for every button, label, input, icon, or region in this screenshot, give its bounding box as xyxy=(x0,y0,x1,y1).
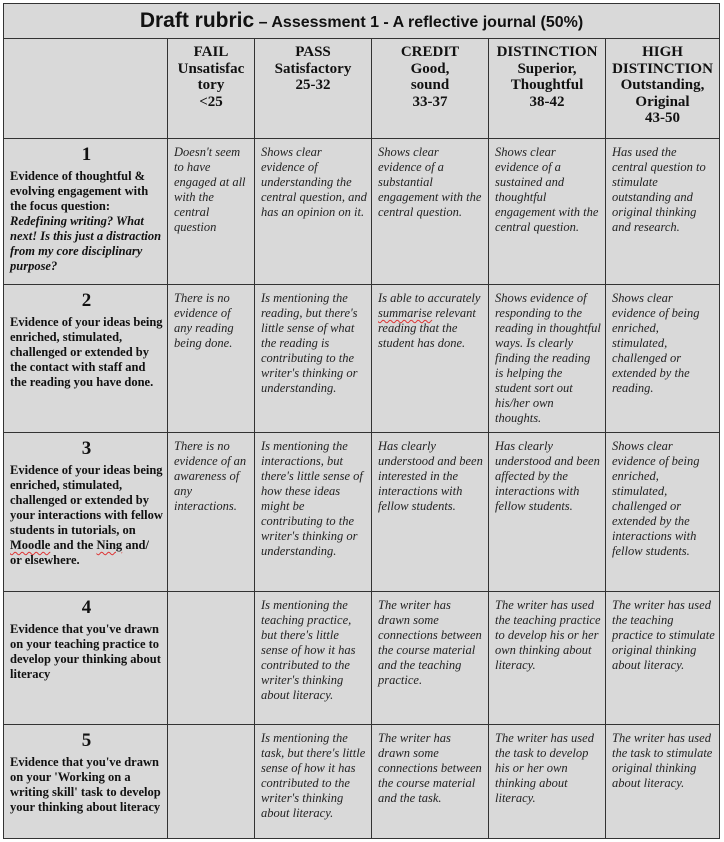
grade-line: 33-37 xyxy=(412,93,448,110)
descriptor-text: Is able to accurately xyxy=(378,291,481,305)
grade-line: sound xyxy=(410,77,450,93)
descriptor-high-distinction: Shows clear evidence of being enriched, stimulated, challenged or extended by the reading. xyxy=(606,285,720,433)
criterion-text: Evidence that you've drawn on your 'Working on a writing skill' task to develop your thinking about literacy xyxy=(10,755,161,814)
criterion-row-2 xyxy=(4,285,720,433)
grade-line: 38-42 xyxy=(529,93,565,110)
grade-header-distinction xyxy=(489,39,606,139)
descriptor-pass: Is mentioning the reading, but there's little sense of what the reading is contributing to the writer's thinking or understanding. xyxy=(255,285,372,433)
grade-line: Unsatisfac xyxy=(177,60,245,77)
grade-header-row xyxy=(4,39,720,139)
rubric-title xyxy=(4,4,720,39)
descriptor-credit: The writer has drawn some connections between the course material and the teaching practice. xyxy=(372,592,489,725)
grade-line: Thoughtful xyxy=(510,77,584,93)
grade-header-high-distinction xyxy=(606,39,720,139)
criterion-cell xyxy=(4,433,168,592)
descriptor-distinction: Has clearly understood and been affected by the interactions with fellow students. xyxy=(489,433,606,592)
descriptor-distinction: The writer has used the task to develop his or her own thinking about literacy. xyxy=(489,725,606,839)
criterion-text: Evidence of your ideas being enriched, stimulated, challenged or extended by the contact with staff and the reading you have done. xyxy=(10,315,163,389)
title-main: Draft rubric xyxy=(139,9,255,32)
grade-line: <25 xyxy=(199,93,223,110)
criterion-number: 2 xyxy=(81,290,92,311)
grade-line: DISTINCTION xyxy=(496,44,598,60)
criterion-text: Evidence of thoughtful & evolving engagement with the focus question: xyxy=(10,169,149,213)
grade-line: PASS xyxy=(295,44,331,60)
descriptor-fail: Doesn't seem to have engaged at all with the central question xyxy=(168,139,255,285)
spellcheck-flagged-word: Moodle xyxy=(10,538,51,552)
criterion-number: 4 xyxy=(81,597,92,618)
rubric-table xyxy=(3,3,720,839)
descriptor-pass: Shows clear evidence of understanding the central question, and has an opinion on it. xyxy=(255,139,372,285)
descriptor-distinction: Shows clear evidence of a sustained and thoughtful engagement with the central question. xyxy=(489,139,606,285)
grade-line: 25-32 xyxy=(295,77,331,93)
corner-cell xyxy=(4,39,168,139)
descriptor-credit: Has clearly understood and been interested in the interactions with fellow students. xyxy=(372,433,489,592)
descriptor-pass: Is mentioning the task, but there's little sense of how it has contributed to the writer's thinking about literacy. xyxy=(255,725,372,839)
grade-line: Satisfactory xyxy=(274,60,352,77)
criterion-text: and the xyxy=(50,538,97,552)
grade-line: 43-50 xyxy=(645,110,680,126)
descriptor-credit: The writer has drawn some connections between the course material and the task. xyxy=(372,725,489,839)
criterion-cell xyxy=(4,139,168,285)
criterion-text: Evidence that you've drawn on your teaching practice to develop your thinking about literacy xyxy=(10,622,161,681)
criterion-row-1 xyxy=(4,139,720,285)
grade-line: Original xyxy=(635,93,690,110)
descriptor-pass: Is mentioning the teaching practice, but there's little sense of how it has contributed to the writer's thinking about literacy. xyxy=(255,592,372,725)
descriptor-pass: Is mentioning the interactions, but there's little sense of how these ideas might be contributing to the writer's thinking or understanding. xyxy=(255,433,372,592)
descriptor-high-distinction: The writer has used the task to stimulate original thinking about literacy. xyxy=(606,725,720,839)
descriptor-high-distinction: Has used the central question to stimulate outstanding and original thinking and research. xyxy=(606,139,720,285)
criterion-number: 3 xyxy=(81,438,92,459)
grade-header-credit xyxy=(372,39,489,139)
criterion-text: and/ or elsewhere. xyxy=(10,538,149,567)
grade-header-pass xyxy=(255,39,372,139)
criterion-row-4 xyxy=(4,592,720,725)
descriptor-high-distinction: Shows clear evidence of being enriched, stimulated, challenged or extended by the interactions with fellow students. xyxy=(606,433,720,592)
descriptor-high-distinction: The writer has used the teaching practice to stimulate original thinking about literacy. xyxy=(606,592,720,725)
grade-header-fail xyxy=(168,39,255,139)
descriptor-distinction: The writer has used the teaching practice to develop his or her own thinking about literacy. xyxy=(489,592,606,725)
descriptor-distinction: Shows evidence of responding to the reading in thoughtful ways. Is clearly finding the reading is helping the student sort out his/her own thoughts. xyxy=(489,285,606,433)
spellcheck-flagged-word: summarise xyxy=(378,306,433,320)
spellcheck-flagged-word: Ning xyxy=(96,538,123,552)
descriptor-fail xyxy=(168,725,255,839)
grade-line: Outstanding, xyxy=(620,77,705,93)
criterion-cell xyxy=(4,592,168,725)
descriptor-fail: There is no evidence of an awareness of any interactions. xyxy=(168,433,255,592)
grade-line: FAIL xyxy=(193,44,229,60)
title-sub: – Assessment 1 - A reflective journal (50%) xyxy=(254,14,584,31)
criterion-question: Redefining writing? What next! Is this just a distraction from my core disciplinary purpose? xyxy=(10,214,162,273)
grade-line: HIGH xyxy=(642,44,683,60)
title-row xyxy=(4,4,720,39)
descriptor-credit xyxy=(372,285,489,433)
grade-line: Superior, xyxy=(517,60,577,77)
grade-line: CREDIT xyxy=(400,44,460,60)
descriptor-fail: There is no evidence of any reading being done. xyxy=(168,285,255,433)
descriptor-fail xyxy=(168,592,255,725)
grade-line: DISTINCTION xyxy=(612,60,713,77)
descriptor-credit: Shows clear evidence of a substantial engagement with the central question. xyxy=(372,139,489,285)
criterion-row-3 xyxy=(4,433,720,592)
criterion-cell xyxy=(4,285,168,433)
criterion-number: 5 xyxy=(81,730,92,751)
grade-line: tory xyxy=(197,77,225,93)
criterion-text: Evidence of your ideas being enriched, stimulated, challenged or extended by your interactions with fellow students in tutorials, on xyxy=(10,463,163,537)
descriptor-text: relevant reading that the student has done. xyxy=(378,306,476,350)
criterion-row-5 xyxy=(4,725,720,839)
criterion-cell xyxy=(4,725,168,839)
criterion-number: 1 xyxy=(81,144,92,165)
grade-line: Good, xyxy=(410,60,450,77)
